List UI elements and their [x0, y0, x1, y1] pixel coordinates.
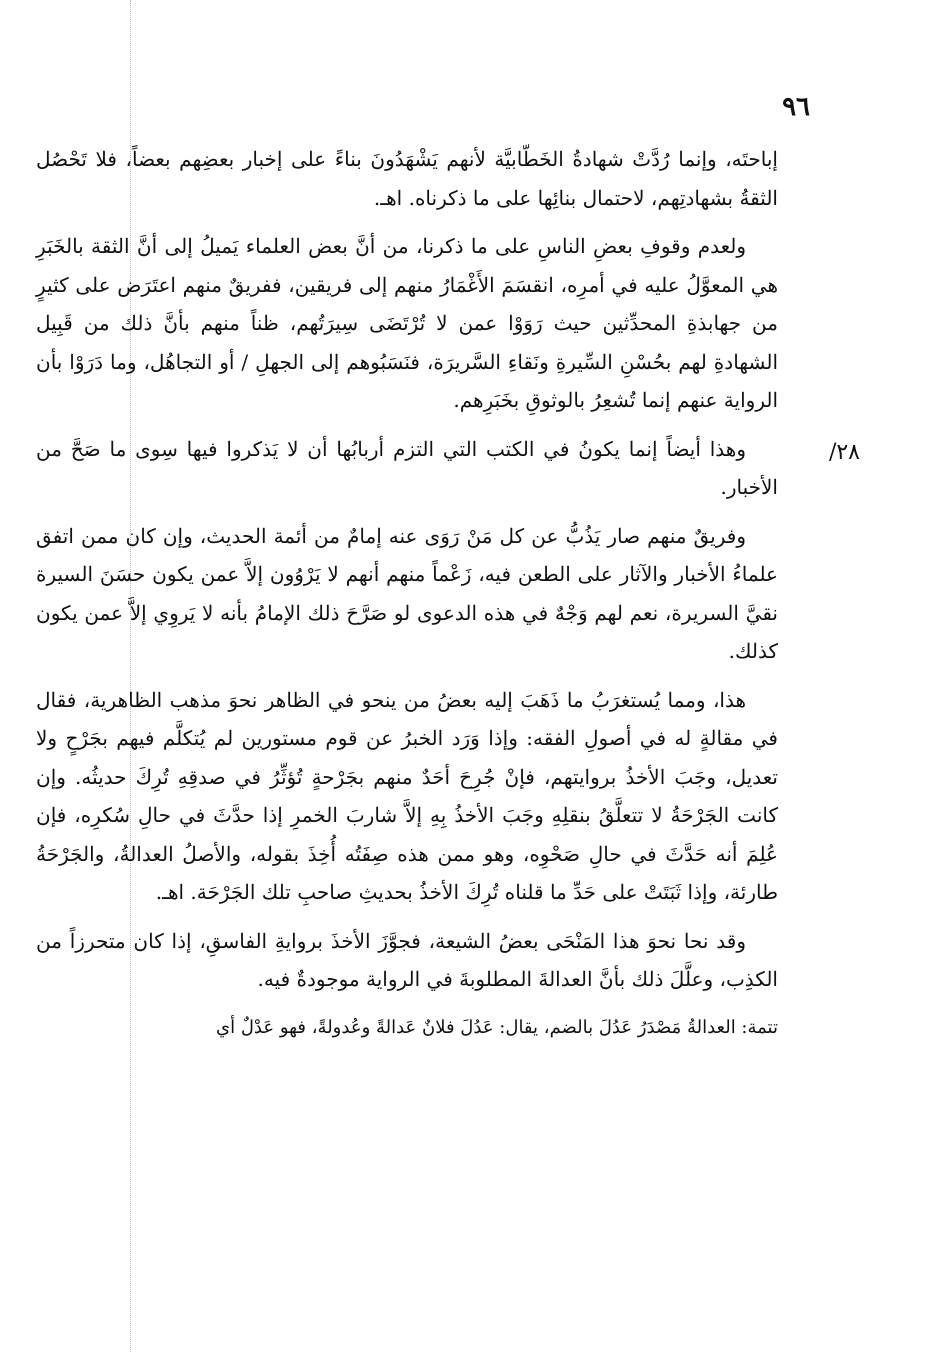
paragraph: وقد نحا نحوَ هذا المَنْحَى بعضُ الشيعة، فجوَّزَ الأخذَ بروايةِ الفاسقِ، إذا كان متحرزاً من الكذِب، وعلَّلَ ذلك بأنَّ العدالةَ المطلوبةَ في الرواية موجودةٌ فيه.	[36, 928, 778, 991]
paragraph: إباحتَه، وإنما رُدَّتْ شهادةُ الخَطّابيَّة لأنهم يَشْهَدُونَ بناءً على إخبار بعضِهم بعضاً، فلا تَحْصُل الثقةُ بشهادتِهم، لاحتمال بنائِها على ما ذكرناه. اهـ.	[36, 147, 778, 210]
paragraph: وفريقٌ منهم صار يَذُبُّ عن كل مَنْ رَوَى عنه إمامٌ من أئمة الحديث، وإن كان ممن اتفق علماءُ الأخبار والآثار على الطعن فيه، زَعْماً منهم أنهم لا يَرْوُون إلاَّ عمن يكون حسَنَ السيرة نقيَّ السريرة، نعم لهم وَجْهٌ في هذه الدعوى لو صَرَّحَ ذلك الإمامُ بأنه لا يَروِي إلاَّ عمن يكون كذلك.	[36, 523, 778, 663]
paragraph: ولعدم وقوفِ بعضِ الناسِ على ما ذكرنا، من أنَّ بعض العلماء يَميلُ إلى أنَّ الثقة بالخَبَرِ هي المعوَّلُ عليه في أمرِه، انقسَمَ الأَغْمَارُ منهم إلى فريقين، ففريقٌ منهم اعتَرَض على كثيرٍ من جهابذةِ المحدِّثين حيث رَوَوْا عمن لا تُرْتَضَى سِيرَتُهم، ظناً منهم بأنَّ ذلك من قَبِيل الشهادةِ لهم بحُسْنِ السِّيرةِ ونَقاءِ السَّريرَة، فنَسَبُوهم إلى الجهلِ / أو التجاهُل، وما دَرَوْا بأن الرواية عنهم إنما تُشعِرُ بالوثوقِ بخَبَرِهم.	[36, 234, 778, 412]
paragraph: وهذا أيضاً إنما يكونُ في الكتب التي التزم أربابُها أن لا يَذكروا فيها سِوى ما صَحَّ من الأخبار.	[36, 436, 778, 499]
margin-page-reference: ٢٨/	[828, 440, 860, 465]
page-number: ٩٦	[782, 92, 810, 122]
footnote: تتمة: العدالةُ مَصْدَرُ عَدُلَ بالضم، يقال: عَدُلَ فلانٌ عَدالةً وعُدولةً، فهو عَدْلٌ أي	[216, 1016, 778, 1038]
body-text	[36, 140, 778, 1045]
paragraph: هذا، ومما يُستغرَبُ ما ذَهَبَ إليه بعضُ من ينحو في الظاهر نحوَ مذهب الظاهرية، فقال في مقالةٍ له في أصولِ الفقه: وإذا وَرَد الخبرُ عن قوم مستورين لم يُتكلَّم فيهم بجَرْحٍ ولا تعديل، وجَبَ الأخذُ بروايتهم، فإنْ جُرِحَ أحَدٌ منهم بجَرْحةٍ تُؤثِّرُ في صدقِهِ تُرِكَ حديثُه. وإن كانت الجَرْحَةُ لا تتعلَّقُ بنقلِهِ وجَبَ الأخذُ بِهِ إلاَّ شاربَ الخمرِ إذا حدَّثَ في حالِ سُكرِه، فإن عُلِمَ أنه حَدَّثَ في حالِ صَحْوِه، وهو ممن هذه صِفَتُه أُخِذَ بقوله، والأصلُ العدالةُ، والجَرْحَةُ طارئة، وإذا ثَبَتَتْ على حَدِّ ما قلناه تُرِكَ الأخذُ بحديثِ صاحبِ تلك الجَرْحَة. اهـ.	[36, 687, 778, 904]
